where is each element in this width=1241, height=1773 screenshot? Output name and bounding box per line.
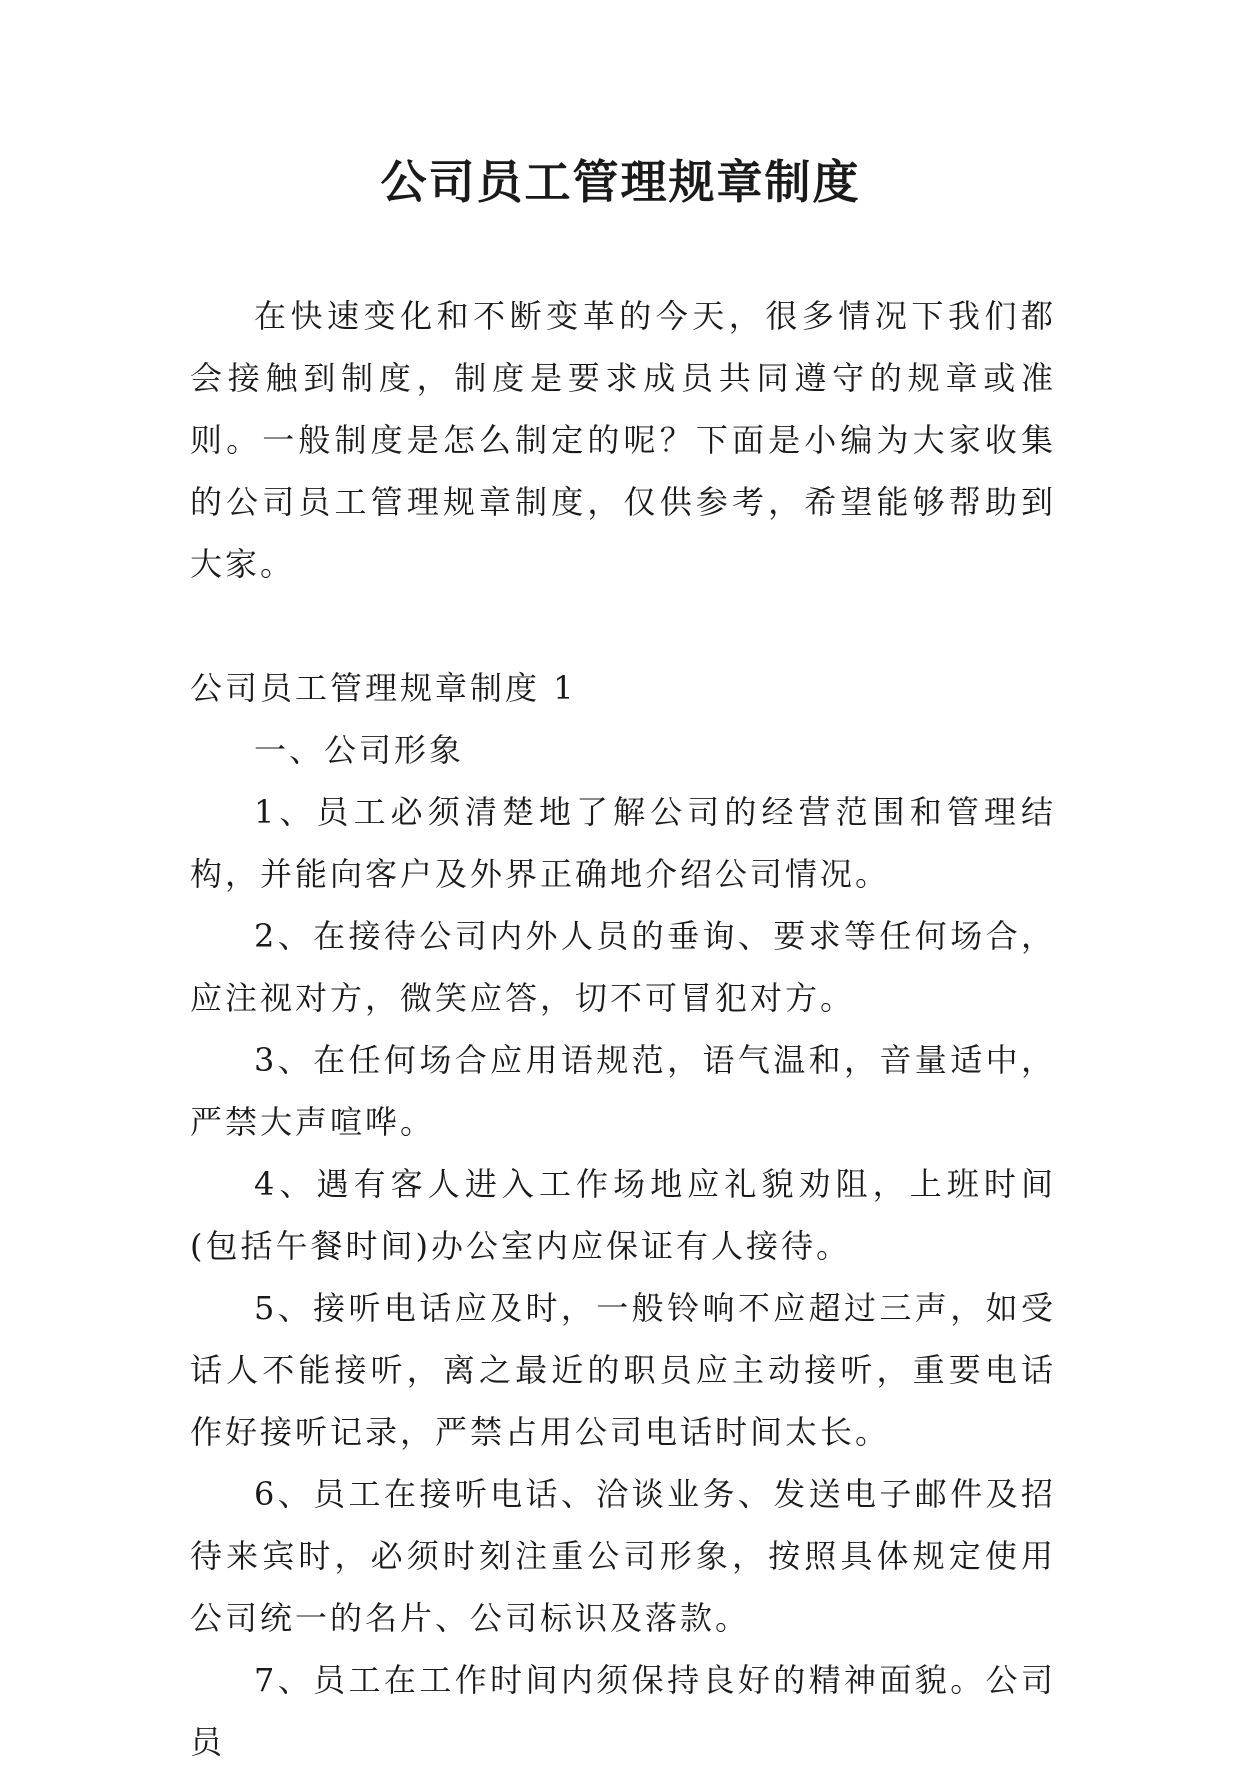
list-item: 6、员工在接听电话、洽谈业务、发送电子邮件及招待来宾时，必须时刻注重公司形象，按照具体规定使用公司统一的名片、公司标识及落款。 [190,1475,1056,1637]
list-item: 3、在任何场合应用语规范，语气温和，音量适中，严禁大声喧哗。 [190,1041,1056,1141]
document-title: 公司员工管理规章制度 [380,155,861,209]
subheading: 一、公司形象 [254,731,465,769]
intro-paragraph: 在快速变化和不断变革的今天，很多情况下我们都会接触到制度，制度是要求成员共同遵守的规章或准则。一般制度是怎么制定的呢？下面是小编为大家收集的公司员工管理规章制度，仅供参考，希望能够帮助到大家。 [190,297,1056,583]
list-item: 7、员工在工作时间内须保持良好的精神面貌。公司员 [190,1661,1056,1761]
list-item: 4、遇有客人进入工作场地应礼貌劝阻，上班时间(包括午餐时间)办公室内应保证有人接待。 [190,1165,1056,1265]
list-item: 1、员工必须清楚地了解公司的经营范围和管理结构，并能向客户及外界正确地介绍公司情况。 [190,793,1056,893]
document-body [190,285,1056,1773]
section-heading: 公司员工管理规章制度 1 [190,669,577,707]
list-item: 2、在接待公司内外人员的垂询、要求等任何场合，应注视对方，微笑应答，切不可冒犯对方。 [190,917,1056,1017]
list-item: 5、接听电话应及时，一般铃响不应超过三声，如受话人不能接听，离之最近的职员应主动接听，重要电话作好接听记录，严禁占用公司电话时间太长。 [190,1289,1056,1451]
